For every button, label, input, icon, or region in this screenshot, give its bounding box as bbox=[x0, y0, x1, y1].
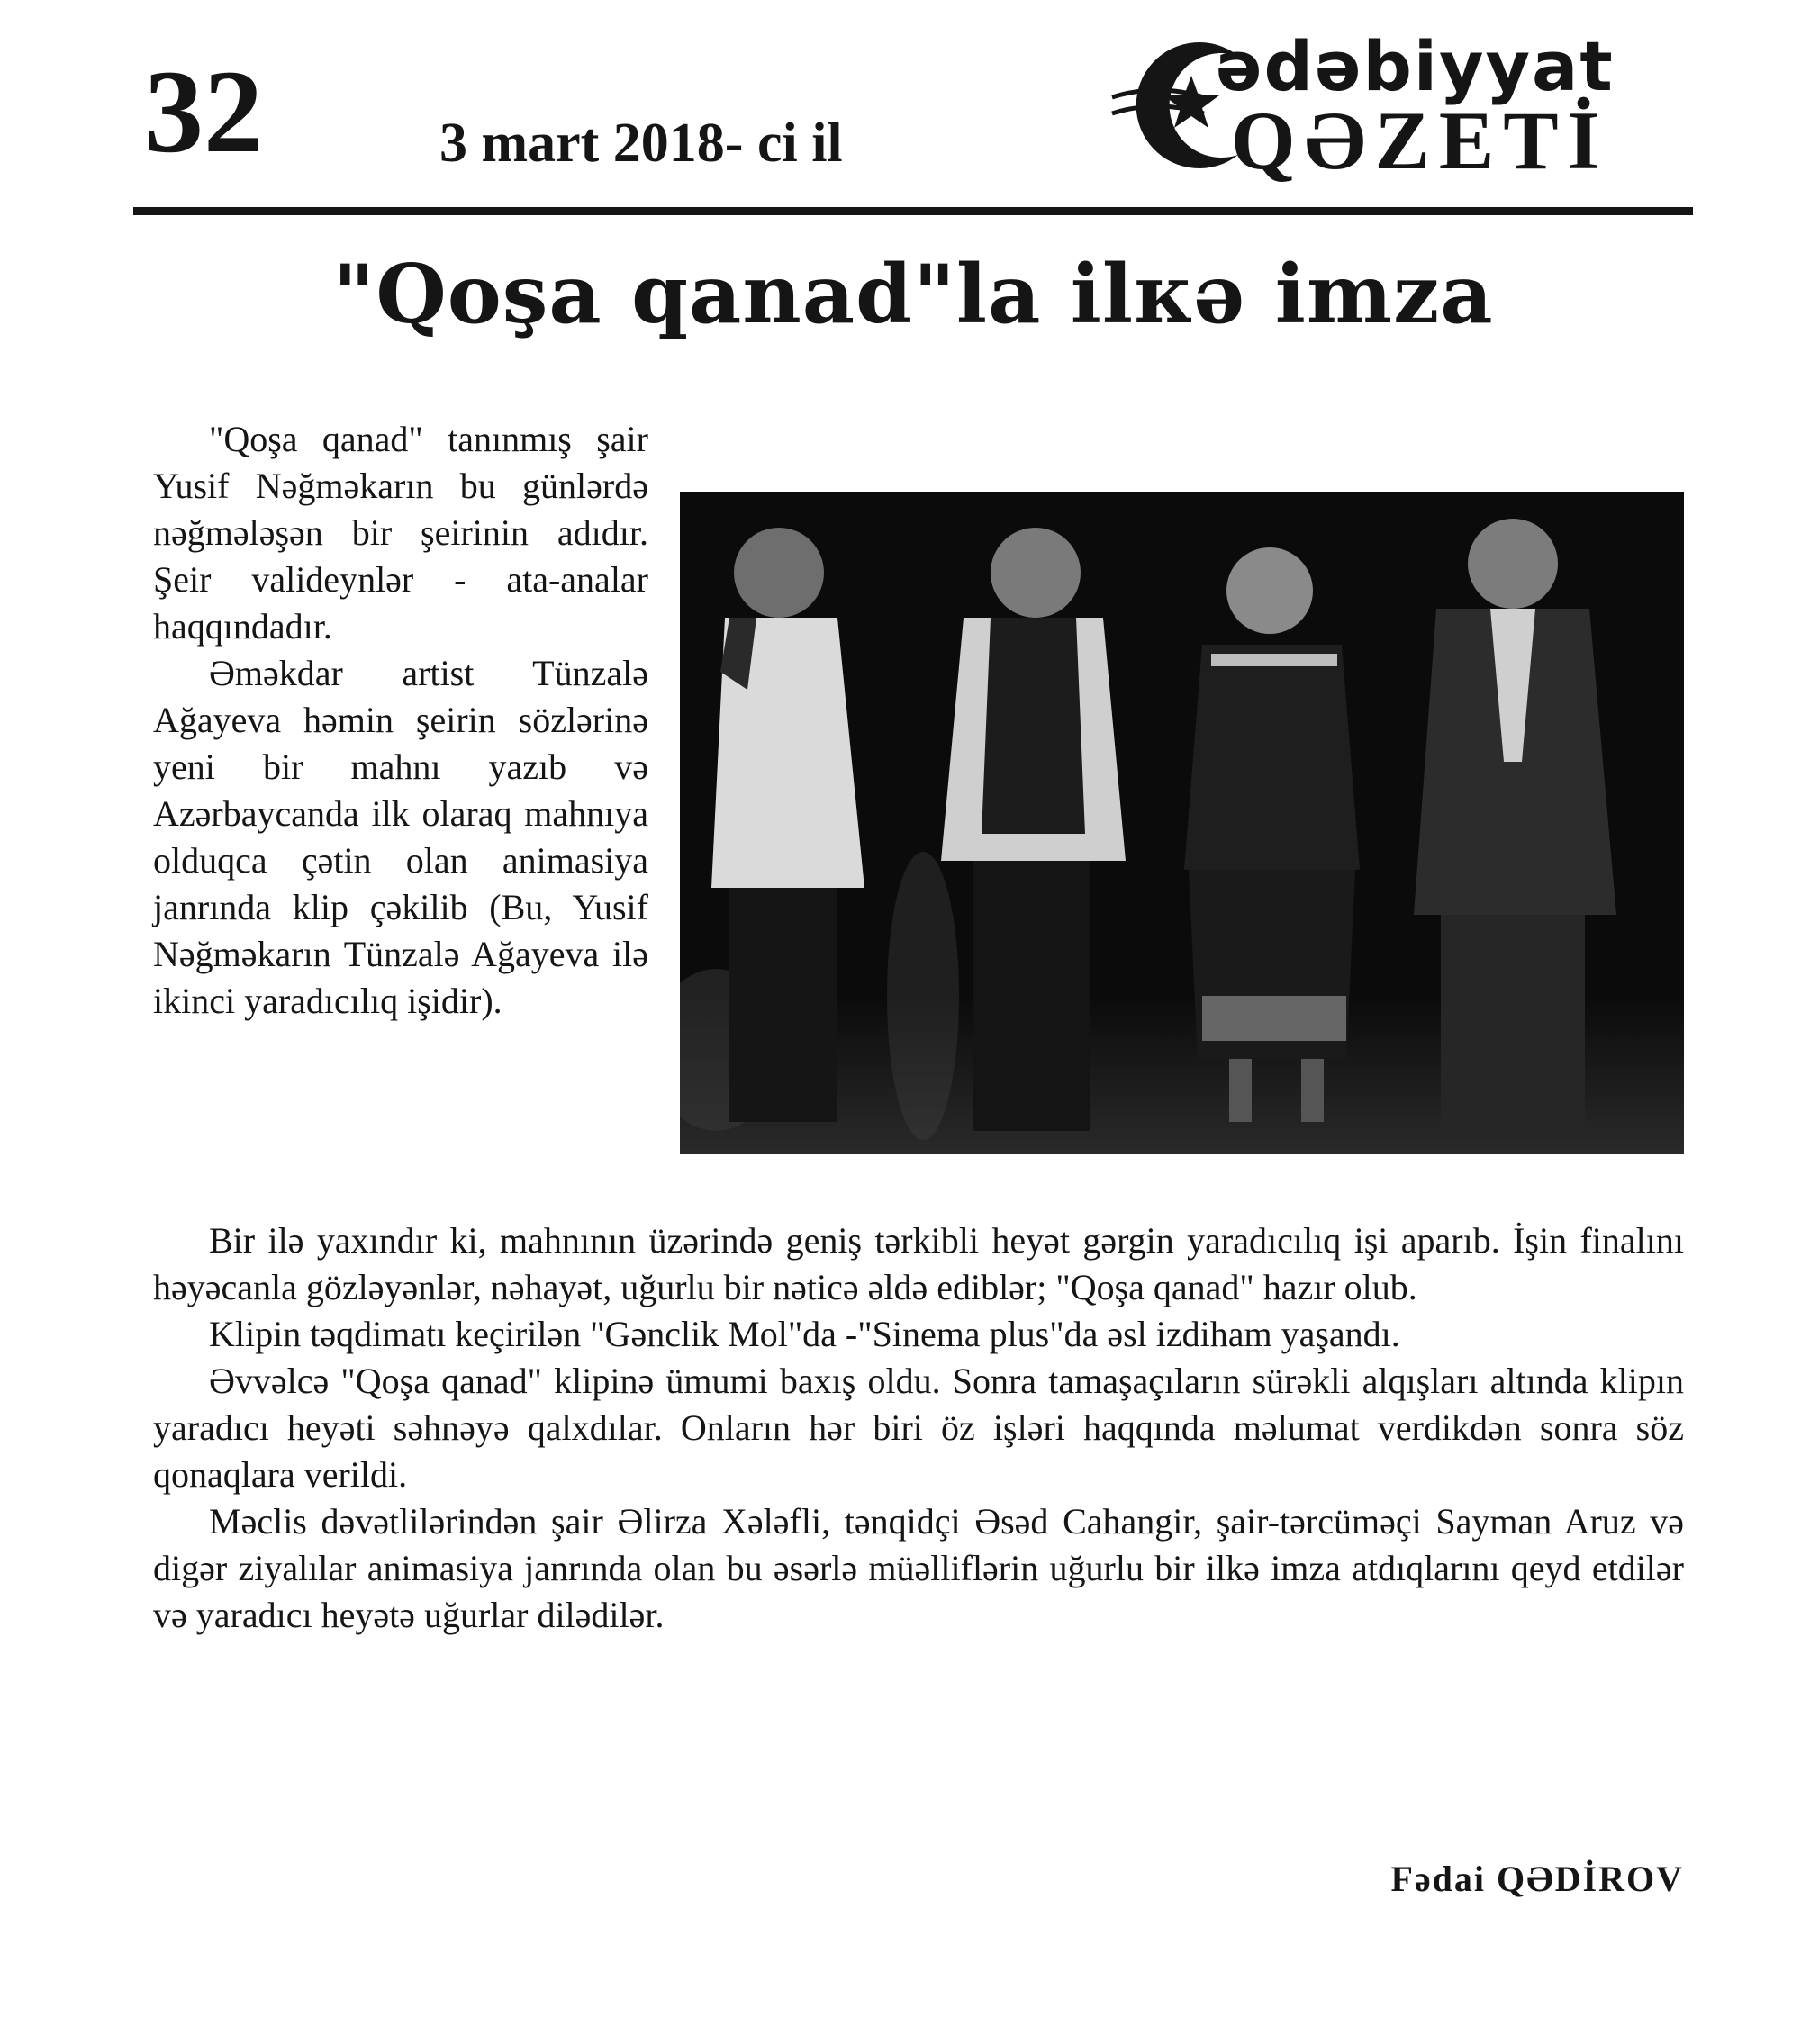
lead-paragraph: Əməkdar artist Tünzalə Ağayeva həmin şeirin sözlərinə yeni bir mahnı yazıb və Azərbaycanda ilk olaraq mahnıya olduqca çətin olan animasiya janrında klip çəkilib (Bu, Yusif Nəğməkarın Tünzalə Ağayeva ilə ikinci yaradıcılıq işidir). bbox=[153, 653, 648, 1021]
author-byline: Fədai QƏDİROV bbox=[1390, 1859, 1684, 1899]
body-paragraph: Klipin təqdimatı keçirilən "Gənclik Mol"da -"Sinema plus"da əsl izdiham yaşandı. bbox=[209, 1314, 1400, 1354]
body-paragraph: Məclis dəvətlilərindən şair Əlirza Xələfli, tənqidçi Əsəd Cahangir, şair-tərcüməçi Sayman Aruz və digər ziyalılar animasiya janrında olan bu əsərlə müəlliflərin uğurlu bir ilkə imza atdıqlarını qeyd etdilər və yaradıcı heyətə uğurlar dilədilər. bbox=[153, 1501, 1684, 1635]
page-number: 32 bbox=[144, 45, 263, 177]
lead-paragraph: "Qoşa qanad" tanınmış şair Yusif Nəğməkarın bu günlərdə nəğmələşən bir şeirinin adıdır. Şeir valideynlər - ata-analar haqqındadır. bbox=[153, 419, 648, 647]
article-body bbox=[153, 1217, 1684, 1639]
masthead-title-top: ədəbiyyat bbox=[1216, 26, 1615, 106]
body-paragraph: Bir ilə yaxındır ki, mahnının üzərində geniş tərkibli heyət gərgin yaradıcılıq işi aparıb. İşin finalını həyəcanla gözləyənlər, nəhayət, uğurlu bir nəticə əldə ediblər; "Qoşa qanad" hazır olub. bbox=[153, 1220, 1684, 1307]
article-headline: "Qoşa qanad"la ilкə imza bbox=[332, 247, 1494, 342]
newspaper-masthead bbox=[1103, 20, 1615, 186]
article-photo bbox=[680, 492, 1684, 1154]
body-paragraph: Əvvəlcə "Qoşa qanad" klipinə ümumi baxış oldu. Sonra tamaşaçıların sürəkli alqışları altında klipın yaradıcı heyəti səhnəyə qalxdılar. Onların hər biri öz işləri haqqında məlumat verdikdən sonra söz qonaqlara verildi. bbox=[153, 1361, 1684, 1495]
issue-date: 3 mart 2018- ci il bbox=[439, 113, 843, 174]
masthead-title-bottom: QƏZETİ bbox=[1231, 95, 1609, 186]
lead-column bbox=[153, 416, 648, 1025]
header-rule bbox=[133, 207, 1693, 215]
